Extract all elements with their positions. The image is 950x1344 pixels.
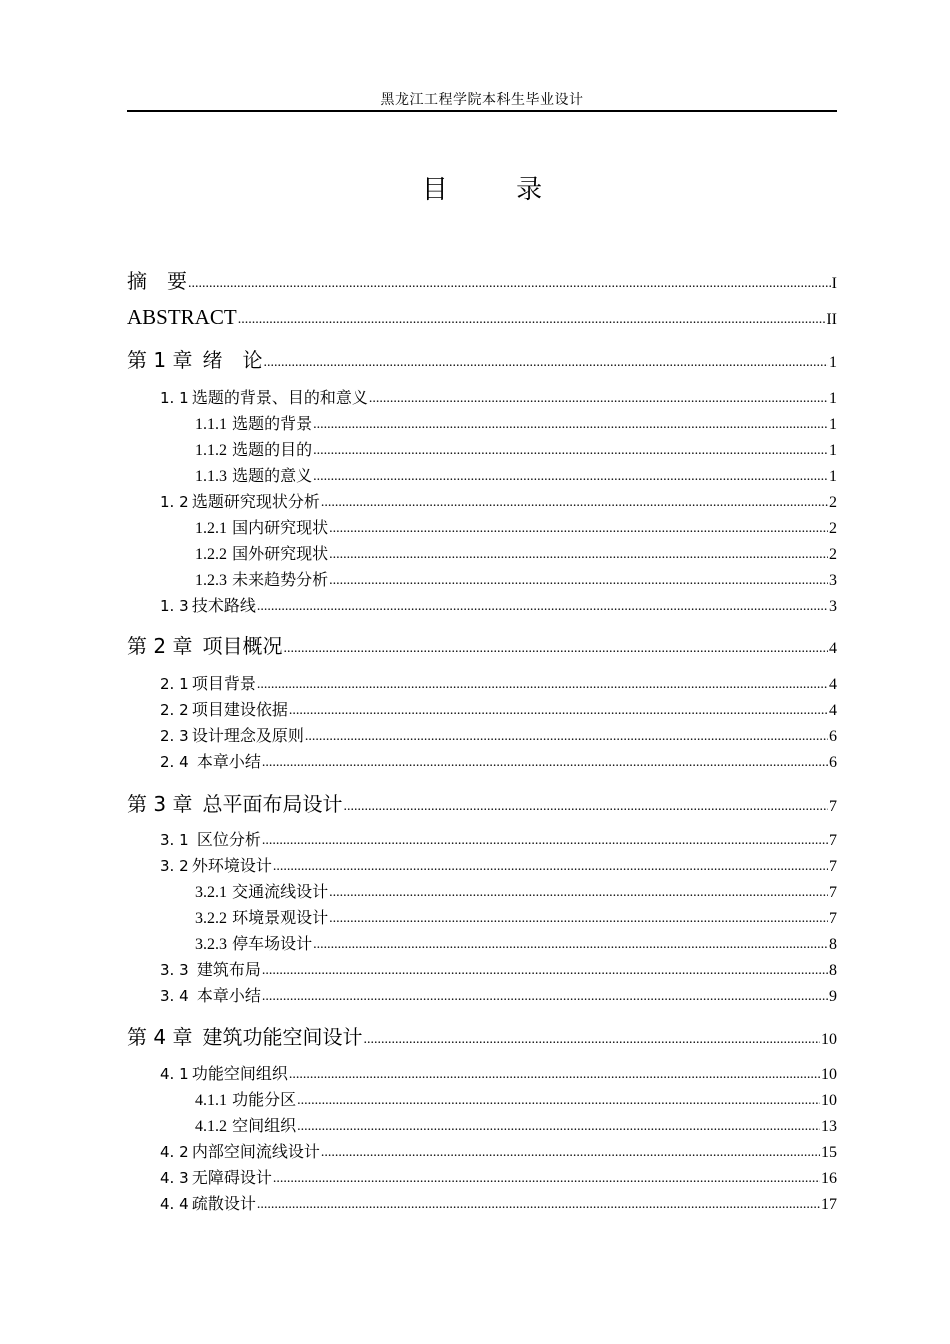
- toc-entry-label: [160, 983, 261, 1006]
- toc-entry-label: [160, 489, 320, 512]
- toc-entry-number: 3. 1: [160, 831, 189, 849]
- toc-page-number: 10: [821, 1031, 837, 1048]
- toc-page-number: 10: [821, 1066, 837, 1083]
- toc-entry[interactable]: [127, 305, 837, 330]
- toc-entry[interactable]: [160, 1061, 837, 1084]
- toc-entry-text: 国外研究现状: [232, 544, 329, 563]
- toc-entry-text: 空间组织: [232, 1116, 297, 1135]
- toc-leader-dots: [283, 633, 828, 657]
- toc-entry[interactable]: [195, 567, 837, 590]
- toc-page-number: 16: [821, 1170, 837, 1187]
- toc-entry-label: [127, 788, 342, 817]
- toc-entry-label: [160, 749, 261, 772]
- toc-entry-text: 外环境设计: [191, 856, 272, 875]
- running-header: 黑龙江工程学院本科生毕业设计: [380, 92, 584, 108]
- toc-leader-dots: [297, 1089, 820, 1109]
- toc-entry-label: [195, 411, 312, 434]
- toc-entry-text: 内部空间流线设计: [191, 1142, 320, 1161]
- toc-entry-text: 绪 论: [202, 348, 263, 372]
- toc-entry-label: [127, 305, 237, 330]
- toc-entry-text: 未来趋势分析: [232, 570, 329, 589]
- toc-leader-dots: [297, 1115, 820, 1135]
- toc-leader-dots: [321, 491, 828, 511]
- toc-leader-dots: [262, 985, 828, 1005]
- toc-entry[interactable]: [160, 723, 837, 746]
- toc-entry-number: 1. 2: [160, 493, 189, 511]
- toc-entry-number: 3. 4: [160, 987, 189, 1005]
- toc-entry-label: [127, 344, 262, 373]
- toc-entry[interactable]: [195, 515, 837, 538]
- toc-entry-text: 选题的目的: [232, 440, 313, 459]
- toc-entry[interactable]: [160, 957, 837, 980]
- toc-entry[interactable]: [160, 983, 837, 1006]
- toc-entry-number: 2. 3: [160, 727, 189, 745]
- toc-entry-text: 技术路线: [191, 596, 256, 615]
- toc-page-number: 1: [829, 416, 837, 433]
- toc-entry[interactable]: [160, 671, 837, 694]
- toc-entry-label: [127, 1021, 362, 1050]
- toc-leader-dots: [369, 387, 828, 407]
- toc-entry-number: 3.2.2: [195, 910, 227, 927]
- toc-entry-label: [160, 853, 272, 876]
- toc-entry[interactable]: [195, 1087, 837, 1110]
- toc-entry[interactable]: [127, 344, 837, 373]
- toc-entry-text: 交通流线设计: [232, 882, 329, 901]
- toc-entry[interactable]: [195, 905, 837, 928]
- toc-entry-text: 国内研究现状: [232, 518, 329, 537]
- toc-entry-text: 本章小结: [191, 752, 261, 771]
- toc-entry-number: 3.2.3: [195, 936, 227, 953]
- toc-leader-dots: [313, 465, 828, 485]
- toc-leader-dots: [329, 569, 828, 589]
- toc-leader-dots: [273, 1167, 820, 1187]
- toc-page-number: 7: [829, 884, 837, 901]
- toc-entry[interactable]: [195, 931, 837, 954]
- toc-entry[interactable]: [160, 827, 837, 850]
- toc-entry[interactable]: [195, 411, 837, 434]
- toc-entry-number: 4. 1: [160, 1065, 189, 1083]
- toc-entry[interactable]: [160, 697, 837, 720]
- toc-entry-label: [160, 723, 304, 746]
- toc-entry-label: [160, 1191, 256, 1214]
- toc-entry-text: 项目建设依据: [191, 700, 288, 719]
- toc-entry-label: [160, 385, 368, 408]
- toc-entry-label: [160, 1165, 272, 1188]
- toc-page-number: 1: [829, 354, 837, 371]
- toc-entry[interactable]: [160, 489, 837, 512]
- toc-entry-text: 功能空间组织: [191, 1064, 288, 1083]
- header-rule: [127, 110, 837, 112]
- toc-entry-label: [160, 593, 256, 616]
- toc-entry-label: [195, 463, 312, 486]
- toc-entry-text: ABSTRACT: [127, 305, 237, 329]
- toc-entry[interactable]: [195, 541, 837, 564]
- toc-entry-number: 3. 2: [160, 857, 189, 875]
- toc-entry-label: [195, 567, 328, 590]
- toc-entry-label: [127, 265, 187, 294]
- toc-entry-label: [195, 1113, 296, 1136]
- toc-page-number: 3: [829, 598, 837, 615]
- toc-entry-number: 1.2.3: [195, 572, 227, 589]
- toc-entry-label: [160, 697, 288, 720]
- toc-entry-text: 选题的意义: [232, 466, 313, 485]
- toc-entry-label: [160, 957, 261, 980]
- toc-leader-dots: [257, 595, 828, 615]
- toc-entry[interactable]: [195, 879, 837, 902]
- toc-page-number: 2: [829, 520, 837, 537]
- toc-entry-text: 项目概况: [202, 634, 283, 658]
- toc-entry[interactable]: [195, 463, 837, 486]
- toc-entry[interactable]: [160, 1165, 837, 1188]
- toc-entry-number: 1.1.3: [195, 468, 227, 485]
- toc-entry[interactable]: [160, 853, 837, 876]
- toc-page-number: 2: [829, 494, 837, 511]
- toc-leader-dots: [313, 413, 828, 433]
- toc-entry-text: 总平面布局设计: [202, 792, 343, 816]
- toc-page-number: 6: [829, 728, 837, 745]
- toc-entry[interactable]: [127, 630, 837, 659]
- toc-entry-number: 4. 2: [160, 1143, 189, 1161]
- toc-leader-dots: [343, 791, 828, 815]
- toc-page-number: I: [831, 275, 837, 292]
- toc-page-number: 9: [829, 988, 837, 1005]
- toc-leader-dots: [313, 439, 828, 459]
- toc-entry-number: 4.1.1: [195, 1092, 227, 1109]
- toc-entry-label: [127, 630, 282, 659]
- toc-entry-number: 4. 4: [160, 1195, 189, 1213]
- toc-entry-number: 第 2 章: [127, 634, 193, 658]
- toc-page-number: 17: [821, 1196, 837, 1213]
- toc-entry-number: 第 4 章: [127, 1025, 193, 1049]
- toc-entry[interactable]: [160, 749, 837, 772]
- toc-entry-text: 摘 要: [127, 269, 187, 293]
- toc-entry-number: 3. 3: [160, 961, 189, 979]
- toc-page-number: 10: [821, 1092, 837, 1109]
- toc-entry-text: 建筑功能空间设计: [202, 1025, 363, 1049]
- toc-entry-label: [195, 437, 312, 460]
- toc-entry[interactable]: [195, 1113, 837, 1136]
- toc-leader-dots: [329, 881, 828, 901]
- toc-leader-dots: [321, 1141, 820, 1161]
- toc-page-number: 8: [829, 936, 837, 953]
- toc-leader-dots: [262, 959, 828, 979]
- toc-page-number: 13: [821, 1118, 837, 1135]
- toc-page-number: 3: [829, 572, 837, 589]
- toc-entry[interactable]: [160, 593, 837, 616]
- toc-entry-number: 1.1.1: [195, 416, 227, 433]
- toc-leader-dots: [263, 347, 828, 371]
- toc-entry-text: 功能分区: [232, 1090, 297, 1109]
- toc-leader-dots: [257, 1193, 820, 1213]
- toc-entry-label: [160, 1139, 320, 1162]
- toc-page-number: 4: [829, 676, 837, 693]
- toc-leader-dots: [257, 673, 828, 693]
- toc-entry-text: 无障碍设计: [191, 1168, 272, 1187]
- toc-leader-dots: [329, 517, 828, 537]
- toc-entry[interactable]: [160, 1191, 837, 1214]
- toc-page-number: 1: [829, 468, 837, 485]
- toc-entry-number: 第 3 章: [127, 792, 193, 816]
- toc-entry-label: [195, 541, 328, 564]
- toc-leader-dots: [329, 543, 828, 563]
- toc-entry-number: 1.2.2: [195, 546, 227, 563]
- toc-page-number: 2: [829, 546, 837, 563]
- toc-entry-number: 3.2.1: [195, 884, 227, 901]
- toc-leader-dots: [262, 751, 828, 771]
- toc-entry[interactable]: [127, 1021, 837, 1050]
- toc-entry-text: 停车场设计: [232, 934, 313, 953]
- toc-page-number: 15: [821, 1144, 837, 1161]
- toc-entry-label: [160, 827, 261, 850]
- toc-entry-number: 2. 4: [160, 753, 189, 771]
- toc-entry[interactable]: [195, 437, 837, 460]
- toc-entry-number: 1. 3: [160, 597, 189, 615]
- toc-leader-dots: [289, 699, 828, 719]
- toc-entry-text: 选题的背景、目的和意义: [191, 388, 368, 407]
- toc-page-number: 7: [829, 910, 837, 927]
- toc-leader-dots: [313, 933, 828, 953]
- toc-page-number: 7: [829, 858, 837, 875]
- toc-page-number: 1: [829, 390, 837, 407]
- toc-entry-text: 项目背景: [191, 674, 256, 693]
- toc-entry-text: 选题的背景: [232, 414, 313, 433]
- toc-entry-text: 区位分析: [191, 830, 261, 849]
- toc-leader-dots: [238, 304, 826, 329]
- toc-entry-label: [160, 1061, 288, 1084]
- toc-entry-label: [195, 931, 312, 954]
- toc-entry-label: [195, 879, 328, 902]
- toc-entry[interactable]: [160, 1139, 837, 1162]
- toc-leader-dots: [329, 907, 828, 927]
- toc-entry[interactable]: [127, 788, 837, 817]
- toc-entry-text: 环境景观设计: [232, 908, 329, 927]
- toc-entry-number: 4. 3: [160, 1169, 189, 1187]
- toc-entry-number: 4.1.2: [195, 1118, 227, 1135]
- toc-entry-text: 建筑布局: [191, 960, 261, 979]
- toc-entry-number: 1.2.1: [195, 520, 227, 537]
- toc-page-number: 6: [829, 754, 837, 771]
- toc-entry-label: [195, 1087, 296, 1110]
- toc-leader-dots: [363, 1024, 820, 1048]
- toc-entry-number: 第 1 章: [127, 348, 193, 372]
- toc-page-number: II: [826, 311, 837, 328]
- toc-entry[interactable]: [160, 385, 837, 408]
- page-title: 目 录: [421, 175, 543, 205]
- toc-page-number: 1: [829, 442, 837, 459]
- toc-leader-dots: [289, 1063, 820, 1083]
- toc-entry-number: 2. 2: [160, 701, 189, 719]
- toc-entry-number: 1.1.2: [195, 442, 227, 459]
- toc-page-number: 7: [829, 798, 837, 815]
- toc-entry-number: 1. 1: [160, 389, 189, 407]
- toc-page-number: 7: [829, 832, 837, 849]
- toc-entry-text: 本章小结: [191, 986, 261, 1005]
- toc-page-number: 8: [829, 962, 837, 979]
- toc-leader-dots: [262, 829, 828, 849]
- toc-entry-text: 设计理念及原则: [191, 726, 304, 745]
- toc-entry-number: 2. 1: [160, 675, 189, 693]
- toc-page-number: 4: [829, 640, 837, 657]
- toc-leader-dots: [273, 855, 828, 875]
- toc-page-number: 4: [829, 702, 837, 719]
- toc-leader-dots: [188, 268, 831, 292]
- toc-leader-dots: [305, 725, 828, 745]
- toc-entry-label: [195, 905, 328, 928]
- toc-entry-label: [195, 515, 328, 538]
- toc-entry[interactable]: [127, 265, 837, 294]
- toc-entry-text: 疏散设计: [191, 1194, 256, 1213]
- toc-entry-label: [160, 671, 256, 694]
- toc-entry-text: 选题研究现状分析: [191, 492, 320, 511]
